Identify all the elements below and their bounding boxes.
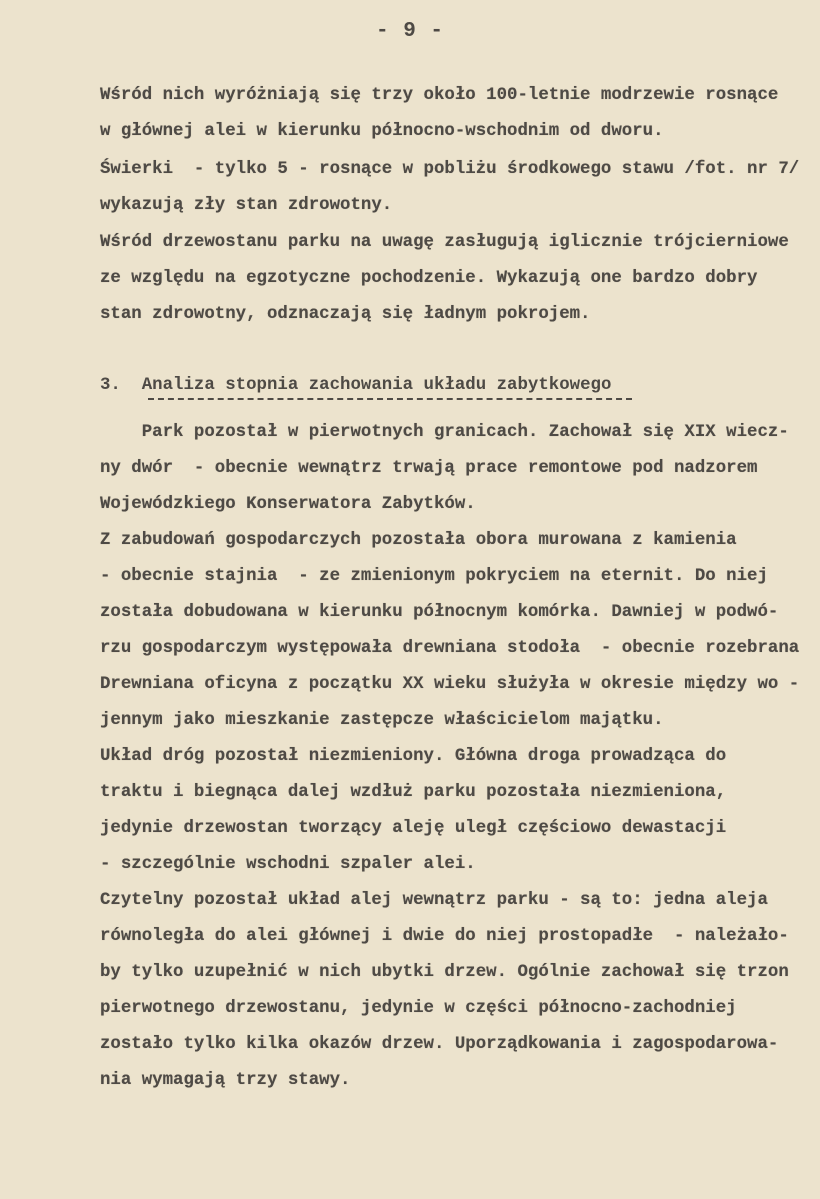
text-line: zostało tylko kilka okazów drzew. Uporządkowania i zagospodarowa- [100, 1035, 779, 1054]
text-line: - szczególnie wschodni szpaler alei. [100, 855, 476, 874]
text-line: nia wymagają trzy stawy. [100, 1071, 351, 1090]
page-number: - 9 - [375, 20, 444, 43]
text-line: Drewniana oficyna z początku XX wieku służyła w okresie między wo - [100, 675, 800, 694]
text-line: jedynie drzewostan tworzący aleję uległ częściowo dewastacji [100, 819, 727, 838]
text-line: jennym jako mieszkanie zastępcze właścicielom majątku. [100, 711, 664, 730]
text-line: Czytelny pozostał układ alej wewnątrz parku - są to: jedna aleja [100, 891, 768, 910]
text-line: ny dwór - obecnie wewnątrz trwają prace remontowe pod nadzorem [100, 459, 758, 478]
text-line: - obecnie stajnia - ze zmienionym pokryciem na eternit. Do niej [100, 567, 768, 586]
text-line: Układ dróg pozostał niezmieniony. Główna droga prowadząca do [100, 747, 727, 766]
text-line: by tylko uzupełnić w nich ubytki drzew. Ogólnie zachował się trzon [100, 963, 789, 982]
text-line: Wśród drzewostanu parku na uwagę zasługują iglicznie trójcierniowe [100, 233, 789, 252]
text-line: rzu gospodarczym występowała drewniana stodoła - obecnie rozebrana [100, 639, 800, 658]
text-line: została dobudowana w kierunku północnym komórka. Dawniej w podwó- [100, 603, 779, 622]
section-title-underline [148, 398, 632, 400]
text-line: ze względu na egzotyczne pochodzenie. Wykazują one bardzo dobry [100, 269, 758, 288]
text-line: równoległa do alei głównej i dwie do niej prostopadłe - należało- [100, 927, 789, 946]
text-line: pierwotnego drzewostanu, jedynie w części północno-zachodniej [100, 999, 737, 1018]
section-number: 3. [100, 376, 121, 395]
text-line: w głównej alei w kierunku północno-wschodnim od dworu. [100, 122, 664, 141]
text-line: traktu i biegnąca dalej wzdłuż parku pozostała niezmieniona, [100, 783, 727, 802]
text-line: Świerki - tylko 5 - rosnące w pobliżu środkowego stawu /fot. nr 7/ [100, 160, 800, 179]
section-heading [100, 376, 611, 396]
text-line: Z zabudowań gospodarczych pozostała obora murowana z kamienia [100, 531, 737, 550]
text-line: Wojewódzkiego Konserwatora Zabytków. [100, 495, 476, 514]
text-line: Park pozostał w pierwotnych granicach. Zachował się XIX wiecz- [100, 423, 789, 442]
text-line: Wśród nich wyróżniają się trzy około 100-letnie modrzewie rosnące [100, 86, 779, 105]
text-line: stan zdrowotny, odznaczają się ładnym pokrojem. [100, 305, 591, 324]
section-title: Analiza stopnia zachowania układu zabytkowego [141, 376, 612, 395]
text-line: wykazują zły stan zdrowotny. [100, 196, 393, 215]
